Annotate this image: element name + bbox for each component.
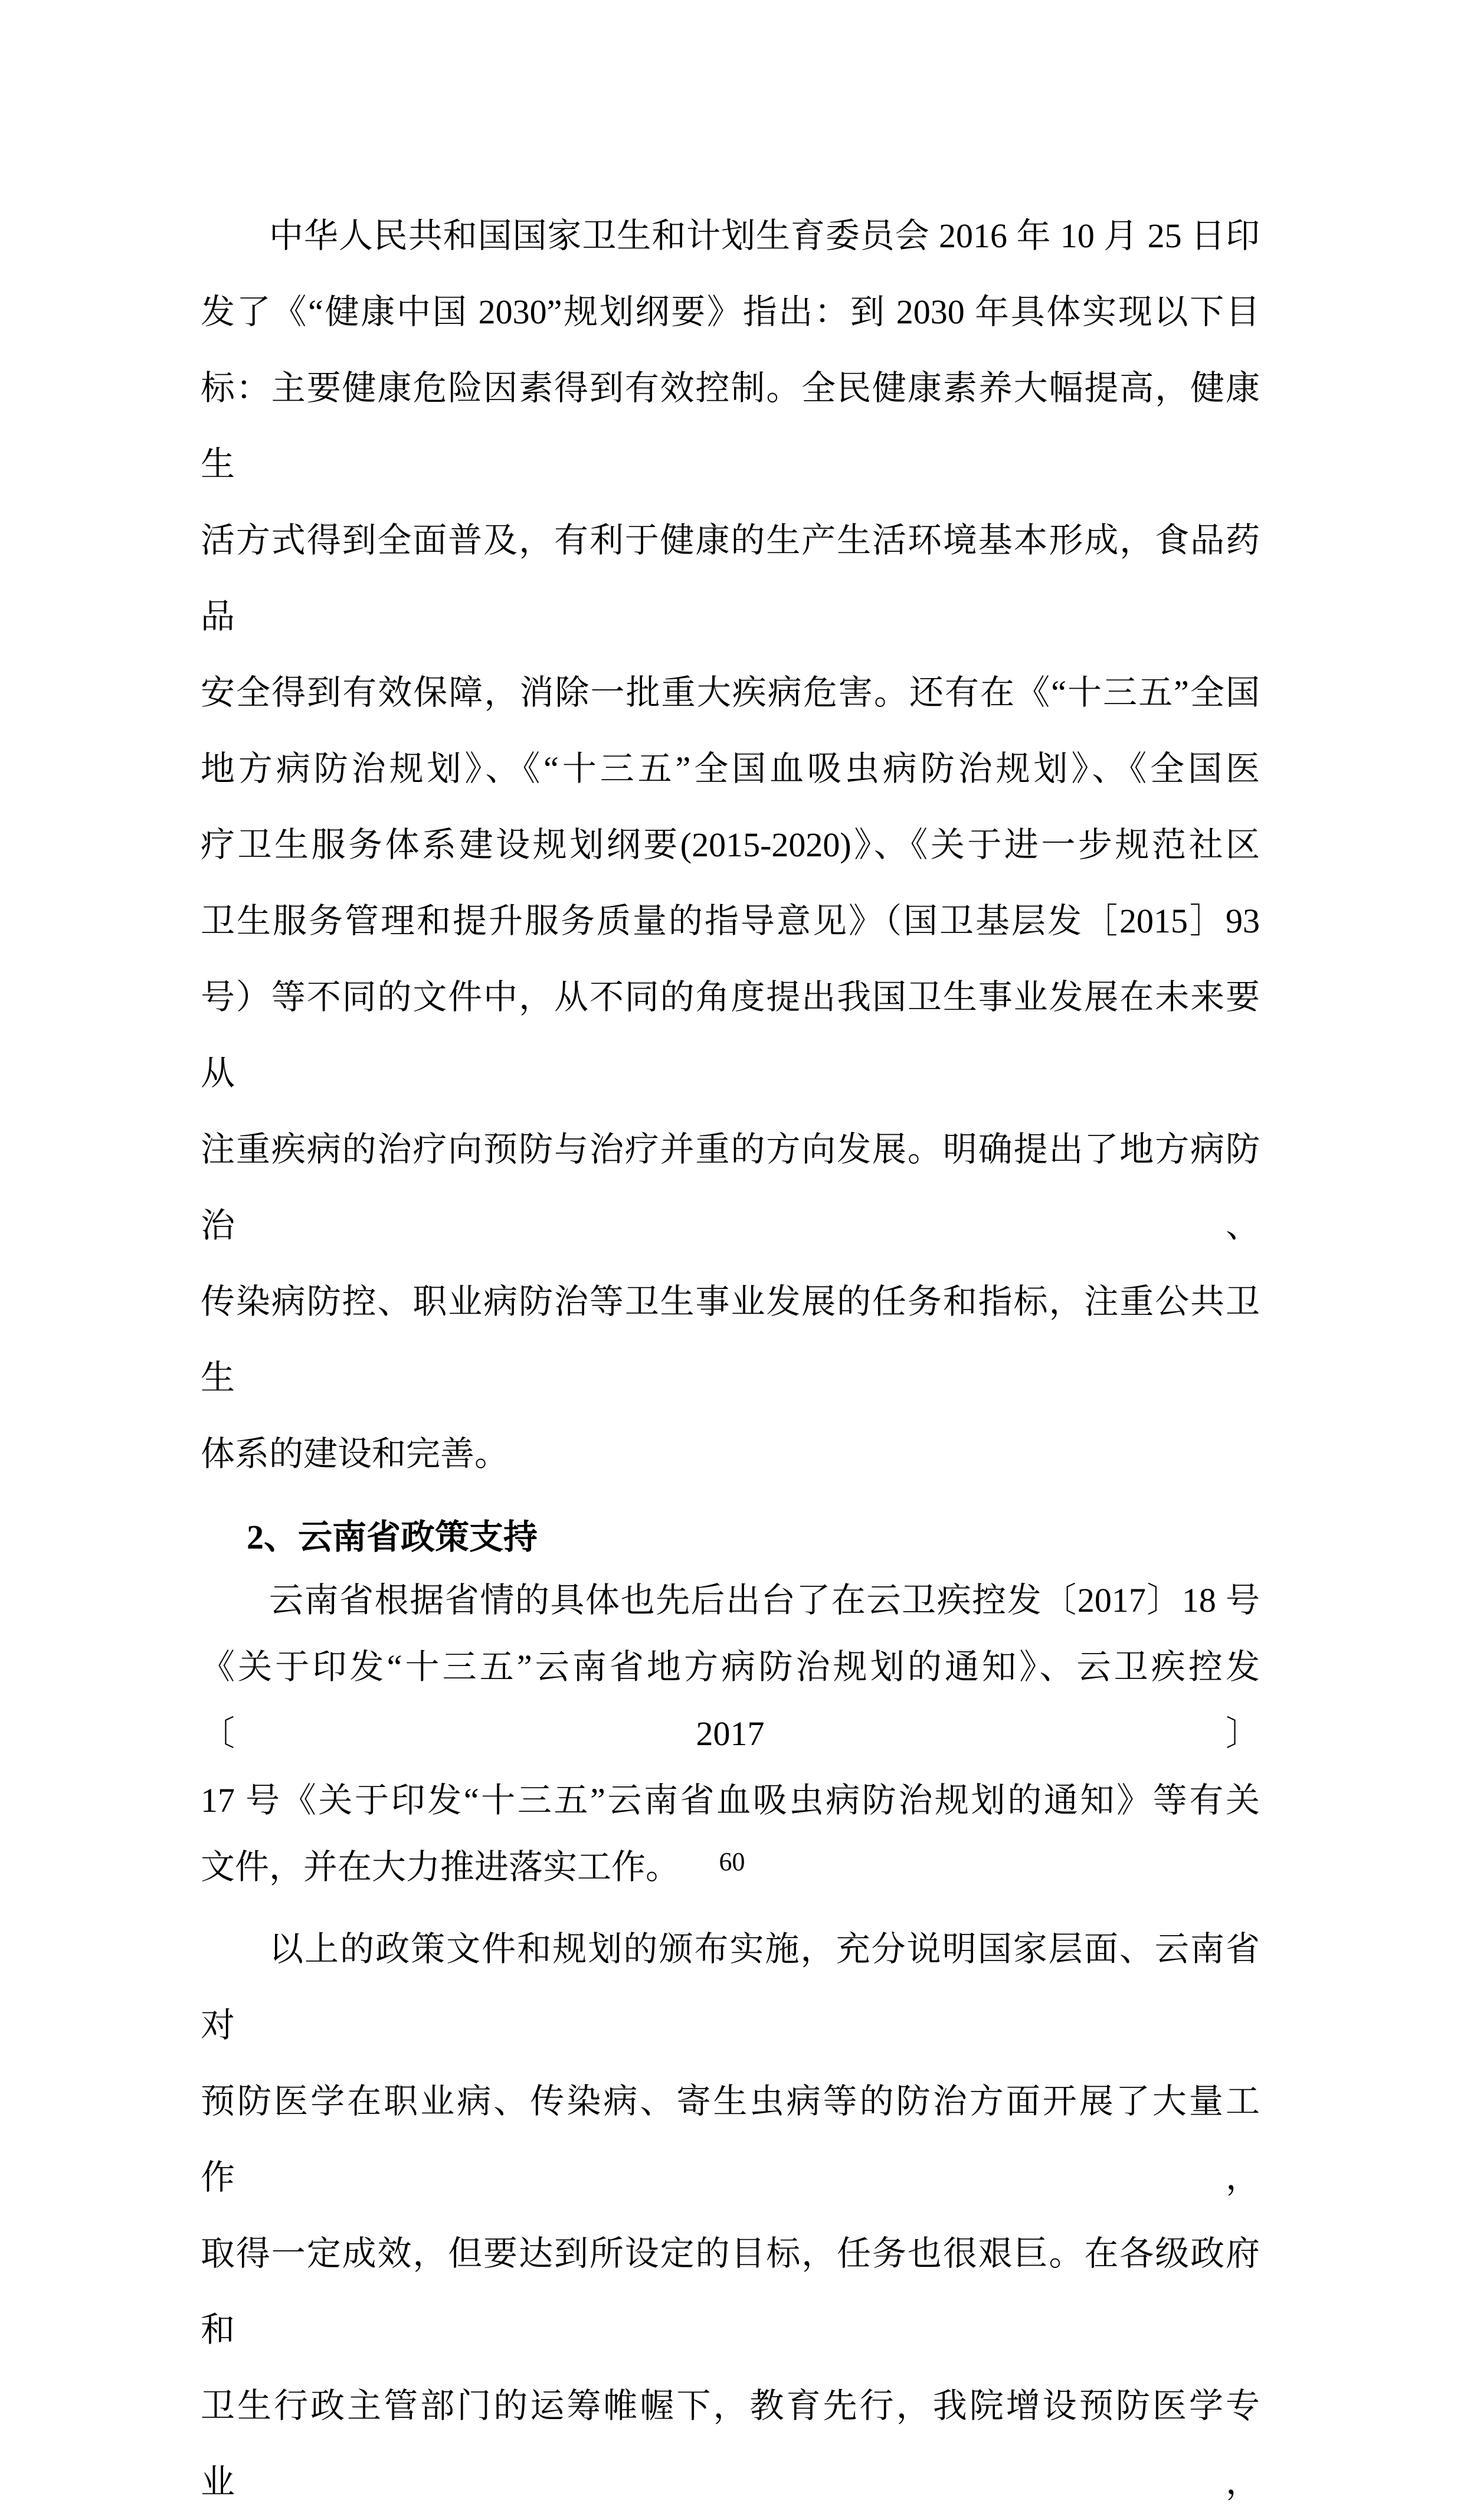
text-line: 标：主要健康危险因素得到有效控制。全民健康素养大幅提高，健康生 — [201, 369, 1260, 483]
paragraph — [201, 198, 1260, 1492]
text-line: 号）等不同的文件中，从不同的角度提出我国卫生事业发展在未来要从 — [201, 978, 1260, 1092]
text-line: 取得一定成效，但要达到所设定的目标，任务也很艰巨。在各级政府和 — [201, 2234, 1260, 2349]
text-line: 卫生行政主管部门的运筹帷幄下，教育先行，我院增设预防医学专业， — [201, 2387, 1260, 2501]
text-line: 体系的建设和完善。 — [201, 1435, 509, 1473]
text-line: 注重疾病的治疗向预防与治疗并重的方向发展。明确提出了地方病防治、 — [201, 1130, 1260, 1245]
text-line: 预防医学在职业病、传染病、寄生虫病等的防治方面开展了大量工作， — [201, 2082, 1260, 2197]
text-line: 安全得到有效保障，消除一批重大疾病危害。还有在《“十三五”全国 — [201, 673, 1260, 712]
section-heading: 2、云南省政策支持 — [247, 1518, 538, 1556]
text-line: 中华人民共和国国家卫生和计划生育委员会 2016 年 10 月 25 日印 — [269, 217, 1260, 255]
text-line: 文件，并在大力推进落实工作。 — [201, 1848, 680, 1886]
document-content — [201, 198, 1260, 2520]
paragraph — [201, 1911, 1260, 2520]
text-line: 云南省根据省情的具体也先后出台了在云卫疾控发〔2017〕18 号 — [269, 1581, 1260, 1619]
text-line: 活方式得到全面普及，有利于健康的生产生活环境基本形成，食品药品 — [201, 521, 1260, 636]
page-number: 60 — [719, 1847, 745, 1876]
page-footer — [0, 1844, 1464, 1880]
text-line: 《关于印发“十三五”云南省地方病防治规划的通知》、云卫疾控发〔2017〕 — [201, 1648, 1260, 1753]
text-line: 以上的政策文件和规划的颁布实施，充分说明国家层面、云南省对 — [201, 1930, 1260, 2044]
text-line: 传染病防控、职业病防治等卫生事业发展的任务和指标，注重公共卫生 — [201, 1282, 1260, 1397]
text-line: 卫生服务管理和提升服务质量的指导意见》（国卫基层发［2015］93 — [201, 902, 1260, 940]
text-line: 地方病防治规划》、《“十三五”全国血吸虫病防治规划》、《全国医 — [201, 750, 1260, 788]
text-line: 疗卫生服务体系建设规划纲要(2015-2020)》、《关于进一步规范社区 — [201, 826, 1260, 864]
text-line: 17 号《关于印发“十三五”云南省血吸虫病防治规划的通知》等有关 — [201, 1781, 1260, 1819]
text-line: 发了《“健康中国 2030”规划纲要》指出：到 2030 年具体实现以下目 — [201, 293, 1260, 331]
